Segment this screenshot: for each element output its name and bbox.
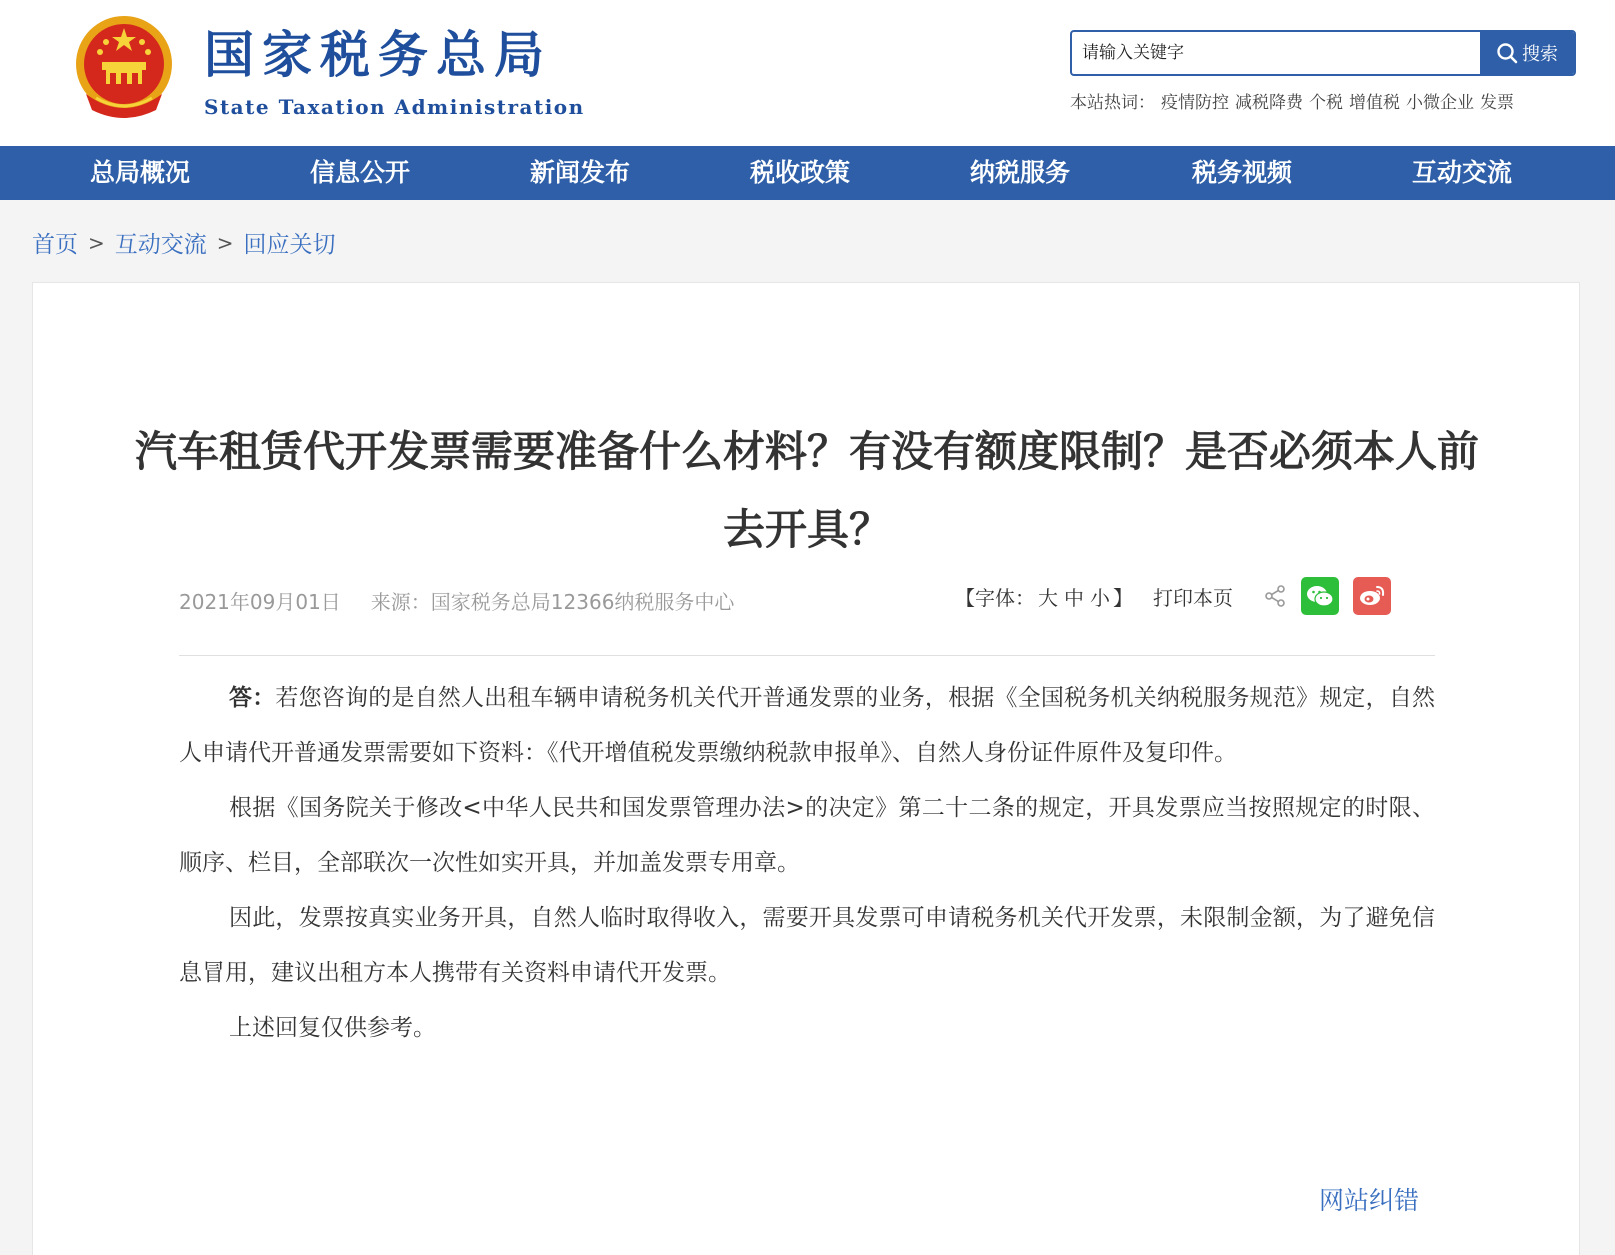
- nav-item-overview[interactable]: 总局概况: [89, 158, 190, 187]
- print-page-button[interactable]: 打印本页: [1153, 585, 1233, 610]
- wechat-share-icon[interactable]: [1301, 577, 1339, 615]
- article-date: 2021年09月01日: [179, 590, 341, 614]
- wechat-logo-icon: [1306, 584, 1334, 608]
- search-box: [1070, 30, 1576, 76]
- breadcrumb-response[interactable]: 回应关切: [243, 232, 336, 258]
- article-body: [179, 671, 1435, 1056]
- nav-item-tax-policy[interactable]: 税收政策: [749, 158, 850, 187]
- hotwords-bar: [1070, 88, 1590, 113]
- article-paragraph: [179, 671, 1435, 781]
- font-size-small-button[interactable]: 小: [1090, 585, 1110, 610]
- weibo-share-icon[interactable]: [1353, 577, 1391, 615]
- nav-item-tax-service[interactable]: 纳税服务: [969, 158, 1070, 187]
- hotwords-label: 本站热词：: [1070, 93, 1155, 113]
- national-emblem-icon[interactable]: [72, 14, 176, 122]
- meta-divider: [179, 655, 1435, 656]
- font-size-label-close: 】: [1113, 585, 1133, 610]
- nav-item-tax-video[interactable]: 税务视频: [1191, 158, 1292, 187]
- font-size-large-button[interactable]: 大: [1038, 585, 1058, 610]
- nav-item-interaction[interactable]: 互动交流: [1411, 158, 1512, 187]
- search-input[interactable]: [1072, 32, 1480, 74]
- breadcrumb: [32, 226, 336, 259]
- report-error-link[interactable]: 网站纠错: [1319, 1186, 1420, 1215]
- breadcrumb-separator: >: [216, 230, 234, 255]
- search-button[interactable]: [1480, 32, 1574, 74]
- article-paragraph: 上述回复仅供参考。: [229, 1015, 436, 1041]
- article-card: [32, 282, 1580, 1255]
- nav-item-news[interactable]: 新闻发布: [529, 158, 630, 187]
- hotword-link[interactable]: 疫情防控: [1161, 93, 1229, 113]
- article-title: 汽车租赁代开发票需要准备什么材料？有没有额度限制？是否必须本人前去开具？: [134, 427, 1479, 554]
- breadcrumb-home[interactable]: 首页: [32, 232, 78, 258]
- paragraph-text: 若您咨询的是自然人出租车辆申请税务机关代开普通发票的业务，根据《全国税务机关纳税服务规范》规定，自然人申请代开普通发票需要如下资料：《代开增值税发票缴纳税款申报单》、自然人身份证件原件及复印件。: [179, 685, 1436, 766]
- hotword-link[interactable]: 增值税: [1349, 93, 1400, 113]
- hotword-link[interactable]: 减税降费: [1235, 93, 1303, 113]
- font-size-medium-button[interactable]: 中: [1064, 585, 1084, 610]
- weibo-logo-icon: [1358, 584, 1386, 608]
- article-paragraph: 根据《国务院关于修改<中华人民共和国发票管理办法>的决定》第二十二条的规定，开具发票应当按照规定的时限、顺序、栏目，全部联次一次性如实开具，并加盖发票专用章。: [179, 795, 1435, 876]
- main-nav: [0, 146, 1615, 200]
- breadcrumb-interaction[interactable]: 互动交流: [114, 232, 207, 258]
- site-title[interactable]: 国家税务总局: [204, 26, 552, 84]
- hotword-link[interactable]: 小微企业: [1406, 93, 1474, 113]
- search-button-label: 搜索: [1522, 44, 1558, 65]
- article-paragraph: 因此，发票按真实业务开具，自然人临时取得收入，需要开具发票可申请税务机关代开发票，未限制金额，为了避免信息冒用，建议出租方本人携带有关资料申请代开发票。: [179, 905, 1435, 986]
- breadcrumb-separator: >: [88, 230, 105, 255]
- article-tools: [955, 573, 1391, 619]
- site-header: [0, 0, 1615, 146]
- article-meta: [179, 586, 734, 615]
- hotword-link[interactable]: 个税: [1309, 93, 1343, 113]
- hotword-link[interactable]: 发票: [1480, 93, 1514, 113]
- answer-label: 答：: [229, 685, 276, 711]
- nav-item-information[interactable]: 信息公开: [309, 158, 410, 187]
- share-icon[interactable]: [1263, 584, 1287, 608]
- site-subtitle: State Taxation Administration: [204, 95, 585, 119]
- article-source: 来源：国家税务总局12366纳税服务中心: [370, 590, 735, 614]
- search-icon: [1496, 42, 1518, 64]
- font-size-label: 【字体：: [955, 585, 1035, 610]
